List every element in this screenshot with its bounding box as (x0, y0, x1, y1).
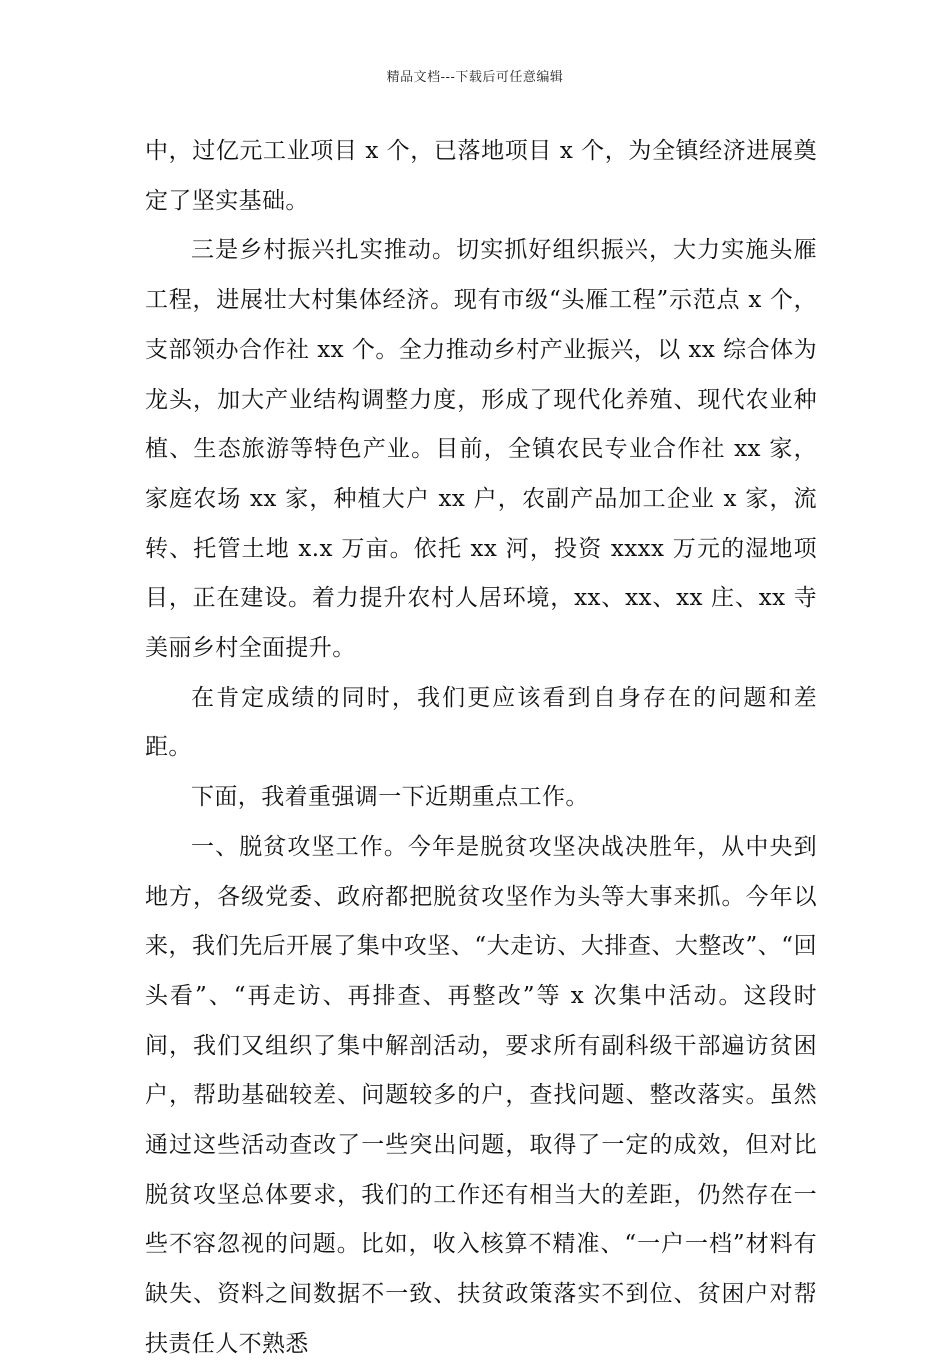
document-body (145, 127, 817, 1370)
paragraph-problems: 在肯定成绩的同时，我们更应该看到自身存在的问题和差距。 (145, 684, 817, 761)
page-header: 精品文档---下载后可任意编辑 (386, 70, 564, 85)
paragraph-continuation: 中，过亿元工业项目 x 个，已落地项目 x 个，为全镇经济进展奠定了坚实基础。 (145, 138, 817, 214)
paragraph-rural-revitalization: 三是乡村振兴扎实推动。切实抓好组织振兴，大力实施头雁工程，进展壮大村集体经济。现有市级“头雁工程”示范点 x 个，支部领办合作社 xx 个。全力推动乡村产业振兴，以 xx 综合体为龙头，加大产业结构调整力度，形成了现代化养殖、现代农业种植、生态旅游等特色产业。目前，全镇农民专业合作社 xx 家，家庭农场 xx 家，种植大户 xx 户，农副产品加工企业 x 家，流转、托管土地 x.x 万亩。依托 xx 河，投资 xxxx 万元的湿地项目，正在建设。着力提升农村人居环境，xx、xx、xx 庄、xx 寺美丽乡村全面提升。 (145, 237, 817, 662)
paragraph-poverty-alleviation: 一、脱贫攻坚工作。今年是脱贫攻坚决战决胜年，从中央到地方，各级党委、政府都把脱贫攻坚作为头等大事来抓。今年以来，我们先后开展了集中攻坚、“大走访、大排查、大整改”、“回头看”、“再走访、再排查、再整改”等 x 次集中活动。这段时间，我们又组织了集中解剖活动，要求所有副科级干部遍访贫困户，帮助基础较差、问题较多的户，查找问题、整改落实。虽然通过这些活动查改了一些突出问题，取得了一定的成效，但对比脱贫攻坚总体要求，我们的工作还有相当大的差距，仍然存在一些不容忽视的问题。比如，收入核算不精准、“一户一档”材料有缺失、资料之间数据不一致、扶贫政策落实不到位、贫困户对帮扶责任人不熟悉 (145, 833, 817, 1357)
paragraph-key-work: 下面，我着重强调一下近期重点工作。 (191, 784, 589, 811)
